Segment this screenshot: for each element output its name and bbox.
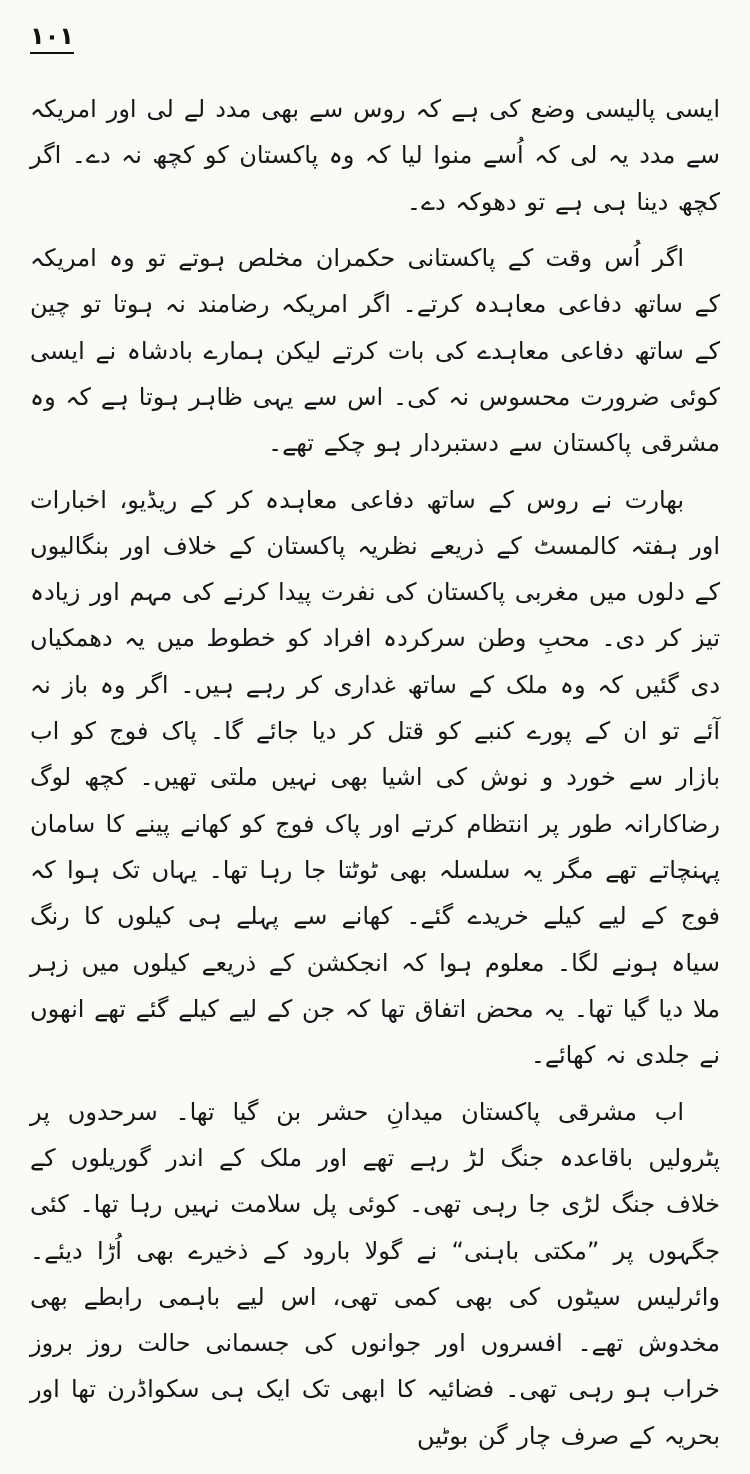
paragraph-3: بھارت نے روس کے ساتھ دفاعی معاہدہ کر کے ریڈیو، اخبارات اور ہفتہ کالمسٹ کے ذریعے نظریہ پاکستان کے خلاف اور بنگالیوں کے دلوں میں مغربی پاکستان کی نفرت پیدا کرنے کی مہم اور زیادہ تیز کر دی۔ محبِ وطن سرکردہ افراد کو خطوط میں یہ دھمکیاں دی گئیں کہ وہ ملک کے ساتھ غداری کر رہے ہیں۔ اگر وہ باز نہ آئے تو ان کے پورے کنبے کو قتل کر دیا جائے گا۔ پاک فوج کو اب بازار سے خورد و نوش کی اشیا بھی نہیں ملتی تھیں۔ کچھ لوگ رضاکارانہ طور پر انتظام کرتے اور پاک فوج کو کھانے پینے کا سامان پہنچاتے تھے مگر یہ سلسلہ بھی ٹوٹتا جا رہا تھا۔ یہاں تک ہوا کہ فوج کے لیے کیلے خریدے گئے۔ کھانے سے پہلے ہی کیلوں کا رنگ سیاہ ہونے لگا۔ معلوم ہوا کہ انجکشن کے ذریعے کیلوں میں زہر ملا دیا گیا تھا۔ یہ محض اتفاق تھا کہ جن کے لیے کیلے گئے تھے انھوں نے جلدی نہ کھائے۔ xyxy=(30,485,720,1070)
paragraph-4: اب مشرقی پاکستان میدانِ حشر بن گیا تھا۔ سرحدوں پر پٹرولیں باقاعدہ جنگ لڑ رہے تھے اور ملک کے اندر گوریلوں کے خلاف جنگ لڑی جا رہی تھی۔ کوئی پل سلامت نہیں رہا تھا۔ کئی جگہوں پر ”مکتی باہنی“ نے گولا بارود کے ذخیرے بھی اُڑا دیئے۔ وائرلیس سیٹوں کی بھی کمی تھی، اس لیے باہمی رابطے بھی مخدوش تھے۔ افسروں اور جوانوں کی جسمانی حالت روز بروز خراب ہو رہی تھی۔ فضائیہ کا ابھی تک ایک ہی سکواڈرن تھا اور بحریہ کے صرف چار گن بوٹیں xyxy=(30,1097,720,1450)
paragraph-2: اگر اُس وقت کے پاکستانی حکمران مخلص ہوتے تو وہ امریکہ کے ساتھ دفاعی معاہدہ کرتے۔ اگر امریکہ رضامند نہ ہوتا تو چین کے ساتھ دفاعی معاہدے کی بات کرتے لیکن ہمارے بادشاہ نے ایسی کوئی ضرورت محسوس نہ کی۔ اس سے یہی ظاہر ہوتا ہے کہ وہ مشرقی پاکستان سے دستبردار ہو چکے تھے۔ xyxy=(30,243,720,458)
paragraph-1: ایسی پالیسی وضع کی ہے کہ روس سے بھی مدد لے لی اور امریکہ سے مدد یہ لی کہ اُسے منوا لیا کہ وہ پاکستان کو کچھ نہ دے۔ اگر کچھ دینا ہی ہے تو دھوکہ دے۔ xyxy=(30,95,720,216)
page-number: ۱۰۱ xyxy=(30,22,74,54)
text-block xyxy=(30,86,720,1459)
